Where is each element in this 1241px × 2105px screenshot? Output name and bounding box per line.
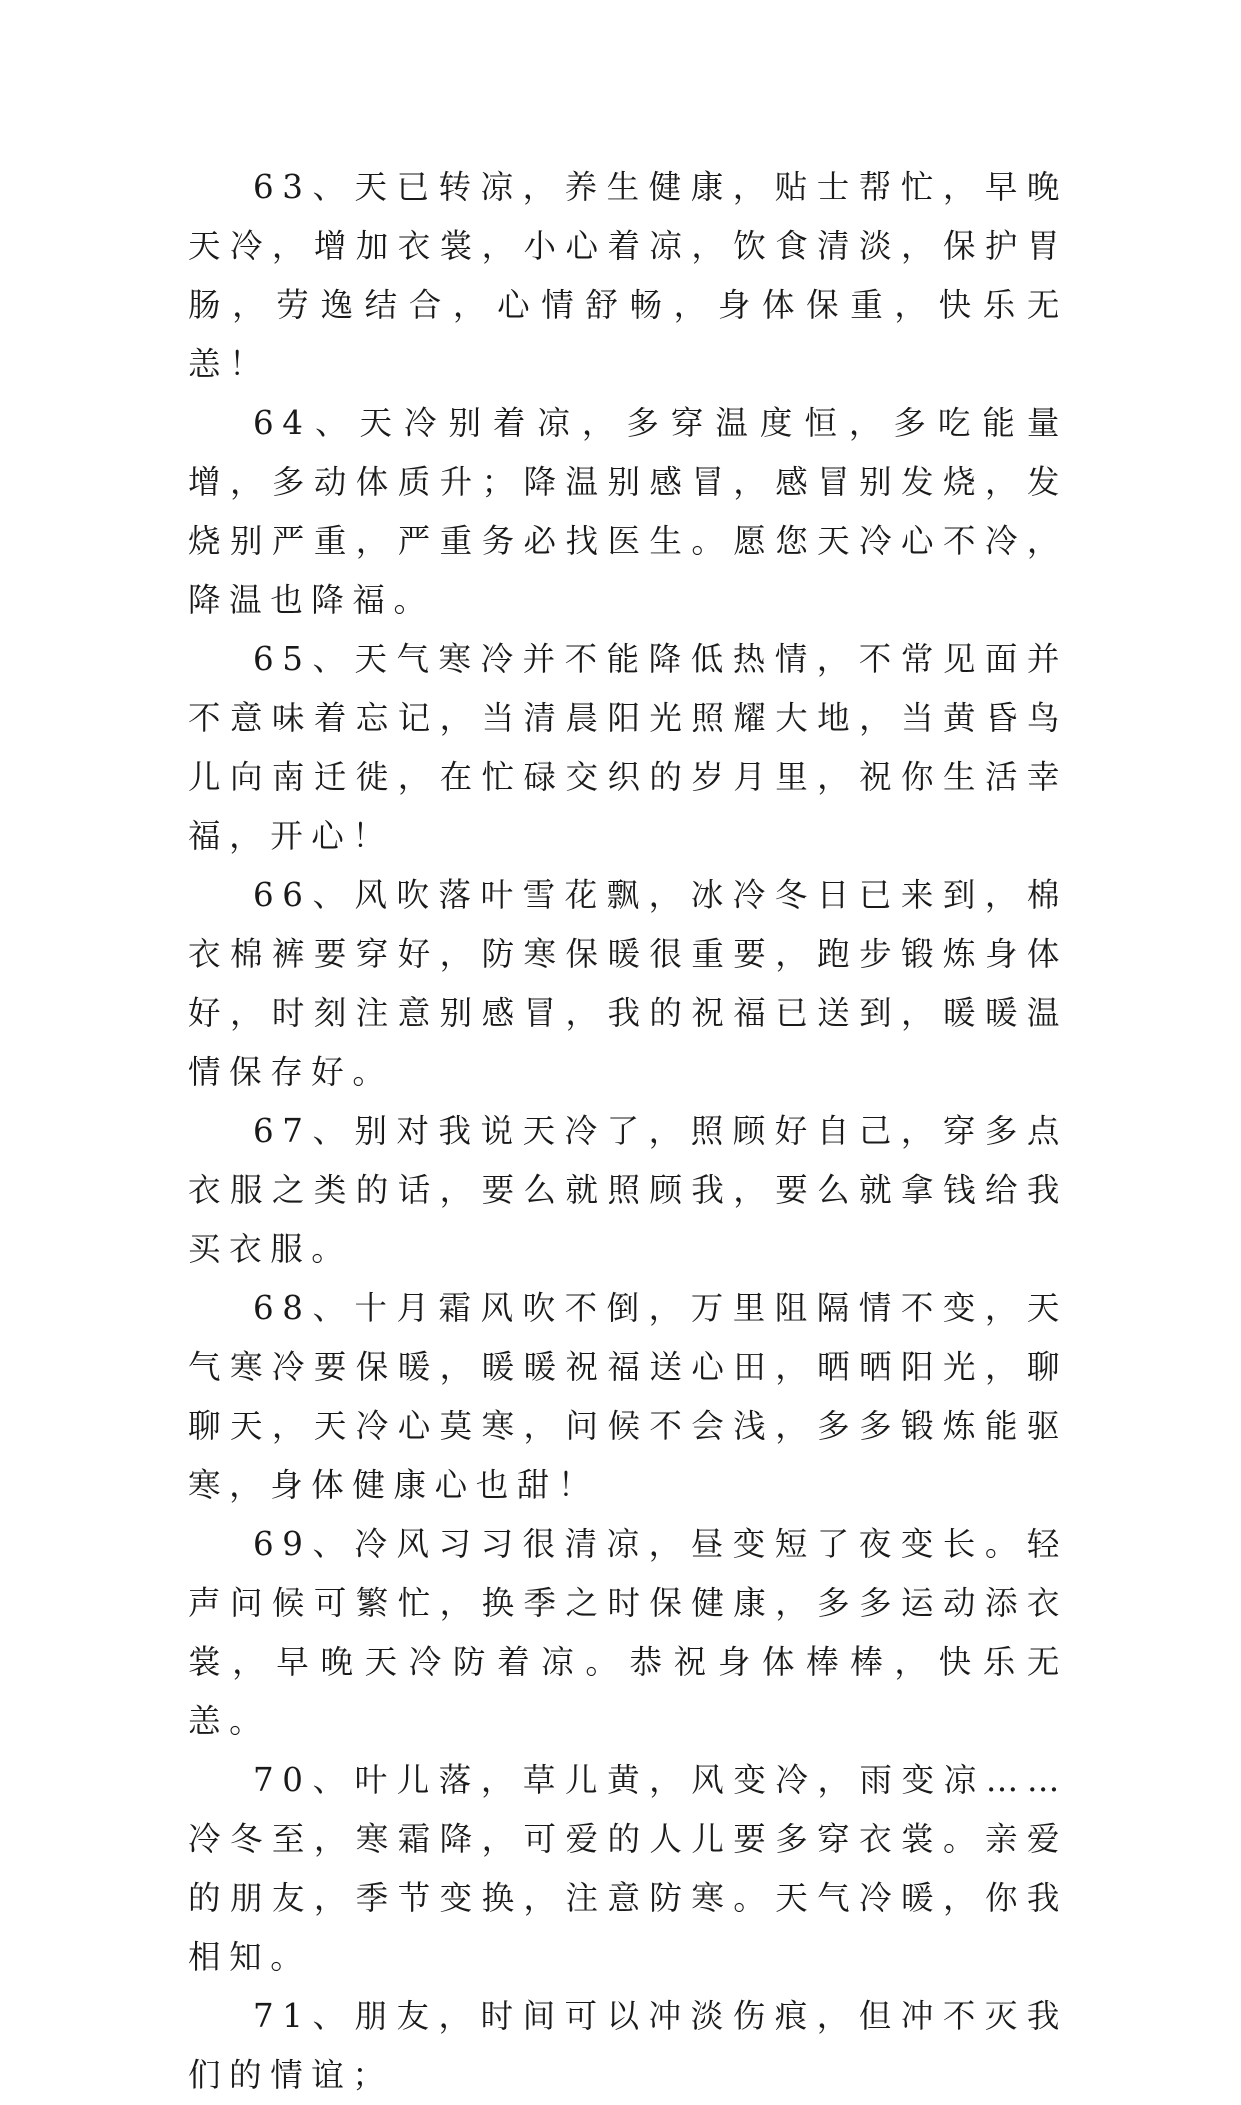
paragraph-66: 66、风吹落叶雪花飘，冰冷冬日已来到，棉衣棉裤要穿好，防寒保暖很重要，跑步锻炼身体好，时刻注意别感冒，我的祝福已送到，暖暖温情保存好。 <box>188 876 1068 1091</box>
paragraph-69: 69、冷风习习很清凉，昼变短了夜变长。轻声问候可繁忙，换季之时保健康，多多运动添衣裳，早晚天冷防着凉。恭祝身体棒棒，快乐无恙。 <box>188 1525 1068 1740</box>
paragraph-65: 65、天气寒冷并不能降低热情，不常见面并不意味着忘记，当清晨阳光照耀大地，当黄昏鸟儿向南迁徙，在忙碌交织的岁月里，祝你生活幸福，开心！ <box>188 640 1068 855</box>
paragraph-70: 70、叶儿落，草儿黄，风变冷，雨变凉……冷冬至，寒霜降，可爱的人儿要多穿衣裳。亲爱的朋友，季节变换，注意防寒。天气冷暖，你我相知。 <box>188 1761 1068 1976</box>
paragraph-63: 63、天已转凉，养生健康，贴士帮忙，早晚天冷，增加衣裳，小心着凉，饮食清淡，保护胃肠，劳逸结合，心情舒畅，身体保重，快乐无恙！ <box>188 168 1068 383</box>
paragraph-67: 67、别对我说天冷了，照顾好自己，穿多点衣服之类的话，要么就照顾我，要么就拿钱给我买衣服。 <box>188 1112 1068 1268</box>
paragraph-68: 68、十月霜风吹不倒，万里阻隔情不变，天气寒冷要保暖，暖暖祝福送心田，晒晒阳光，聊聊天，天冷心莫寒，问候不会浅，多多锻炼能驱寒，身体健康心也甜！ <box>188 1289 1068 1504</box>
document-body <box>188 158 1068 2105</box>
paragraph-71: 71、朋友，时间可以冲淡伤痕，但冲不灭我们的情谊； <box>188 1997 1068 2094</box>
paragraph-64: 64、天冷别着凉，多穿温度恒，多吃能量增，多动体质升；降温别感冒，感冒别发烧，发烧别严重，严重务必找医生。愿您天冷心不冷，降温也降福。 <box>188 404 1068 619</box>
